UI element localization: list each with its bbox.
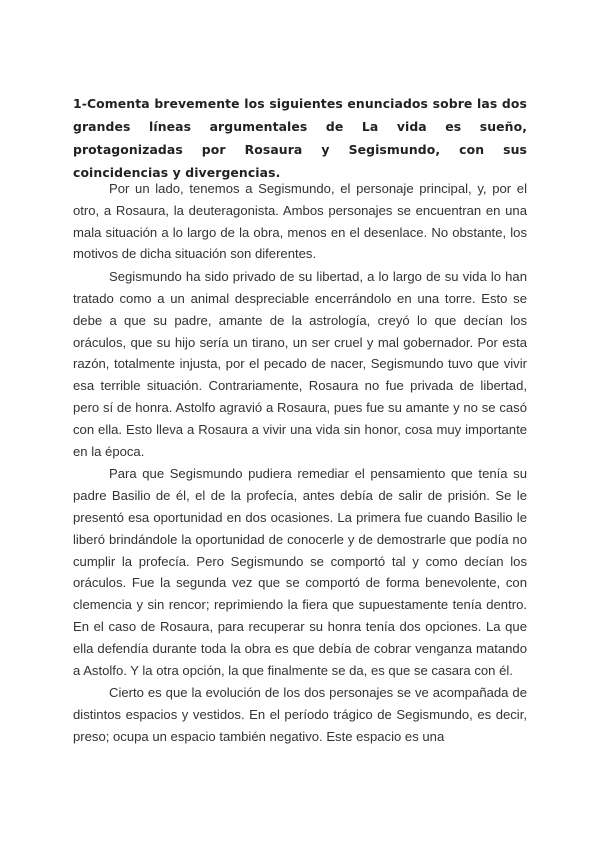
answer-body bbox=[73, 178, 527, 749]
paragraph-1: Por un lado, tenemos a Segismundo, el personaje principal, y, por el otro, a Rosaura, la deuteragonista. Ambos personajes se encuentran en una mala situación a lo largo de la obra, menos en el desenlace. No obstante, los motivos de dicha situación son diferentes. bbox=[73, 181, 527, 262]
paragraph-3: Para que Segismundo pudiera remediar el pensamiento que tenía su padre Basilio de él, el de la profecía, antes debía de salir de prisión. Se le presentó esa oportunidad en dos ocasiones. La primera fue cuando Basilio le liberó brindándole la oportunidad de conocerle y de demostrarle que podía no cumplir la profecía. Pero Segismundo se comportó tal y como decían los oráculos. Fue la segunda vez que se comportó de forma benevolente, con clemencia y sin rencor; reprimiendo la fiera que supuestamente tenía dentro. En el caso de Rosaura, para recuperar su honra tenía dos opciones. La que ella defendía durante toda la obra es que debía de cobrar venganza matando a Astolfo. Y la otra opción, la que finalmente se da, es que se casara con él. bbox=[73, 466, 527, 678]
paragraph-2: Segismundo ha sido privado de su libertad, a lo largo de su vida lo han tratado como a un animal despreciable encerrándolo en una torre. Esto se debe a que su padre, amante de la astrología, creyó lo que decían los oráculos, que su hijo sería un tirano, un ser cruel y mal gobernador. Por esta razón, totalmente injusta, por el pecado de nacer, Segismundo tuvo que vivir esa terrible situación. Contrariamente, Rosaura no fue privada de libertad, pero sí de honra. Astolfo agravió a Rosaura, pues fue su amante y no se casó con ella. Esto lleva a Rosaura a vivir una vida sin honor, cosa muy importante en la época. bbox=[73, 269, 527, 459]
question-heading: 1-Comenta brevemente los siguientes enunciados sobre las dos grandes líneas argumentales de La vida es sueño, protagonizadas por Rosaura y Segismundo, con sus coincidencias y divergencias. bbox=[73, 96, 527, 180]
paragraph-4: Cierto es que la evolución de los dos personajes se ve acompañada de distintos espacios y vestidos. En el período trágico de Segismundo, es decir, preso; ocupa un espacio también negativo. Este espacio es una bbox=[73, 685, 527, 744]
